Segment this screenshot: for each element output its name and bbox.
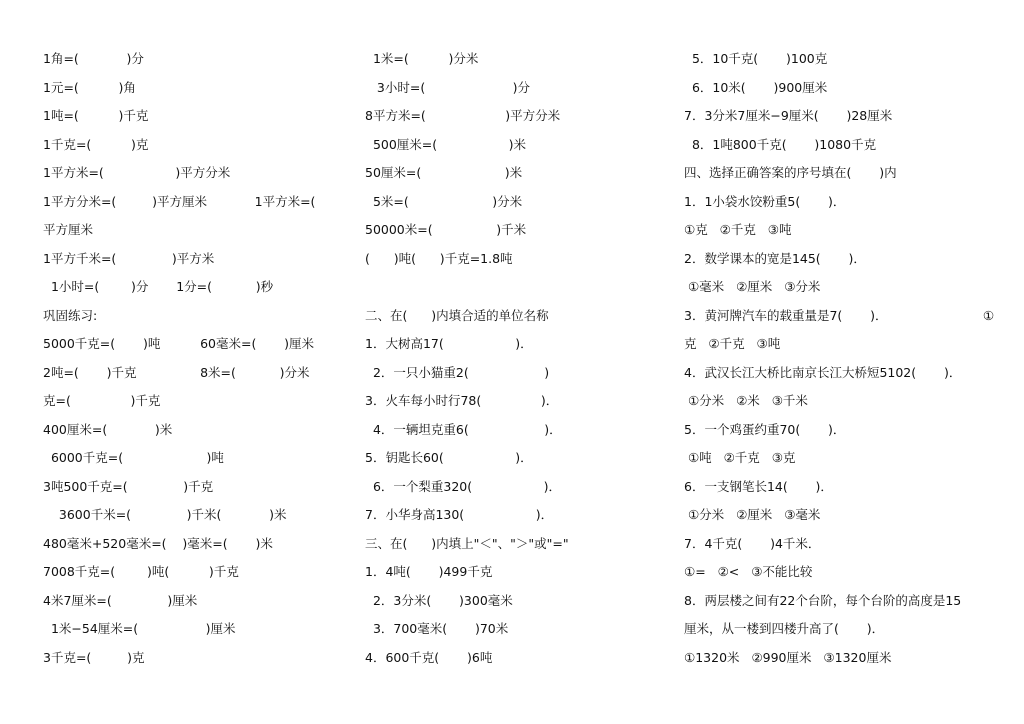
worksheet-line: 8平方米=( )平方分米: [365, 108, 561, 123]
worksheet-line: 克=( )千克: [43, 393, 161, 408]
worksheet-column-right: [684, 49, 1004, 676]
worksheet-line: 1吨=( )千克: [43, 108, 149, 123]
worksheet-line: ①= ②< ③不能比较: [684, 564, 813, 579]
worksheet-line: 3．700毫米( )70米: [365, 621, 509, 636]
worksheet-line: 巩固练习:: [43, 307, 98, 323]
worksheet-line: 1元=( )角: [43, 79, 136, 95]
worksheet-line: 4．一辆坦克重6( )．: [365, 421, 562, 437]
worksheet-line: 6．一支钢笔长14( )．: [684, 478, 833, 494]
worksheet-line: ①分米 ②厘米 ③毫米: [684, 507, 821, 522]
worksheet-line: 1米=( )分米: [365, 51, 479, 66]
worksheet-line: ①分米 ②米 ③千米: [684, 393, 808, 408]
worksheet-line: 二、在( )内填合适的单位名称: [365, 307, 549, 323]
worksheet-line: 50厘米=( )米: [365, 165, 523, 180]
worksheet-line: ①克 ②千克 ③吨: [684, 222, 792, 237]
worksheet-line: 平方厘米: [43, 222, 94, 237]
worksheet-line: [365, 277, 665, 306]
worksheet-line: 2吨=( )千克 8米=( )分米: [43, 364, 310, 380]
worksheet-line: 1平方分米=( )平方厘米 1平方米=(: [43, 193, 316, 209]
worksheet-line: 480毫米+520毫米=( )毫米=( )米: [43, 535, 273, 551]
worksheet-line: 2．一只小猫重2( ): [365, 364, 550, 380]
worksheet-line: 1角=( )分: [43, 51, 144, 66]
worksheet-line: 2．数学课本的宽是145( )．: [684, 250, 866, 266]
worksheet-column-middle: [365, 49, 665, 676]
worksheet-line: 5．一个鸡蛋约重70( )．: [684, 421, 846, 437]
worksheet-line: 2．3分米( )300毫米: [365, 592, 513, 608]
worksheet-line: 5000千克=( )吨 60毫米=( )厘米: [43, 336, 315, 351]
worksheet-line: 1．4吨( )499千克: [365, 564, 493, 579]
worksheet-line: ( )吨( )千克=1.8吨: [365, 250, 513, 266]
worksheet-line: 3．黄河牌汽车的载重量是7( )． ①: [684, 307, 995, 323]
worksheet-line: 3小时=( )分: [365, 79, 531, 95]
worksheet-line: 7．小华身高130( )．: [365, 507, 554, 522]
worksheet-line: 1平方米=( )平方分米: [43, 165, 231, 180]
worksheet-line: 四、选择正确答案的序号填在( )内: [684, 165, 897, 180]
worksheet-line: 3．火车每小时行78( )．: [365, 393, 559, 408]
worksheet-line: 7．3分米7厘米−9厘米( )28厘米: [684, 108, 893, 123]
worksheet-line: 三、在( )内填上"＜"、"＞"或"=": [365, 535, 569, 551]
worksheet-line: 厘米，从一楼到四楼升高了( )．: [684, 621, 885, 636]
worksheet-line: 1平方千米=( )平方米: [43, 250, 215, 266]
worksheet-line: 4．武汉长江大桥比南京长江大桥短5102( )．: [684, 364, 962, 380]
worksheet-line: ①1320米 ②990厘米 ③1320厘米: [684, 649, 892, 665]
worksheet-line: 4．600千克( )6吨: [365, 649, 493, 665]
worksheet-line: 5．钥匙长60( )．: [365, 450, 533, 465]
worksheet-line: 6．10米( )900厘米: [684, 79, 828, 95]
worksheet-line: 克 ②千克 ③吨: [684, 336, 781, 351]
worksheet-line: 7008千克=( )吨( )千克: [43, 564, 239, 579]
worksheet-line: 3600千米=( )千米( )米: [43, 507, 287, 522]
worksheet-line: 1米−54厘米=( )厘米: [43, 621, 236, 636]
worksheet-line: 6000千克=( )吨: [43, 450, 224, 465]
worksheet-line: 3千克=( )克: [43, 649, 145, 665]
worksheet-line: 8．1吨800千克( )1080千克: [684, 136, 877, 152]
worksheet-line: 6．一个梨重320( )．: [365, 478, 562, 494]
worksheet-column-left: [43, 49, 353, 676]
worksheet-line: 5．10千克( )100克: [684, 51, 828, 66]
worksheet-line: ①吨 ②千克 ③克: [684, 450, 796, 465]
worksheet-line: 50000米=( )千米: [365, 222, 527, 237]
worksheet-line: 3吨500千克=( )千克: [43, 478, 214, 494]
worksheet-line: 5米=( )分米: [365, 193, 523, 209]
worksheet-line: 1千克=( )克: [43, 136, 149, 152]
worksheet-line: 7．4千克( )4千米．: [684, 535, 821, 551]
worksheet-line: 8．两层楼之间有22个台阶，每个台阶的高度是15: [684, 592, 962, 608]
worksheet-line: ①毫米 ②厘米 ③分米: [684, 279, 821, 294]
worksheet-line: 4米7厘米=( )厘米: [43, 592, 198, 608]
worksheet-line: 1．大树高17( )．: [365, 336, 533, 351]
worksheet-line: 400厘米=( )米: [43, 421, 173, 437]
worksheet-line: 500厘米=( )米: [365, 136, 527, 152]
worksheet-line: 1．1小袋水饺粉重5( )．: [684, 193, 846, 209]
worksheet-line: 1小时=( )分 1分=( )秒: [43, 279, 274, 294]
